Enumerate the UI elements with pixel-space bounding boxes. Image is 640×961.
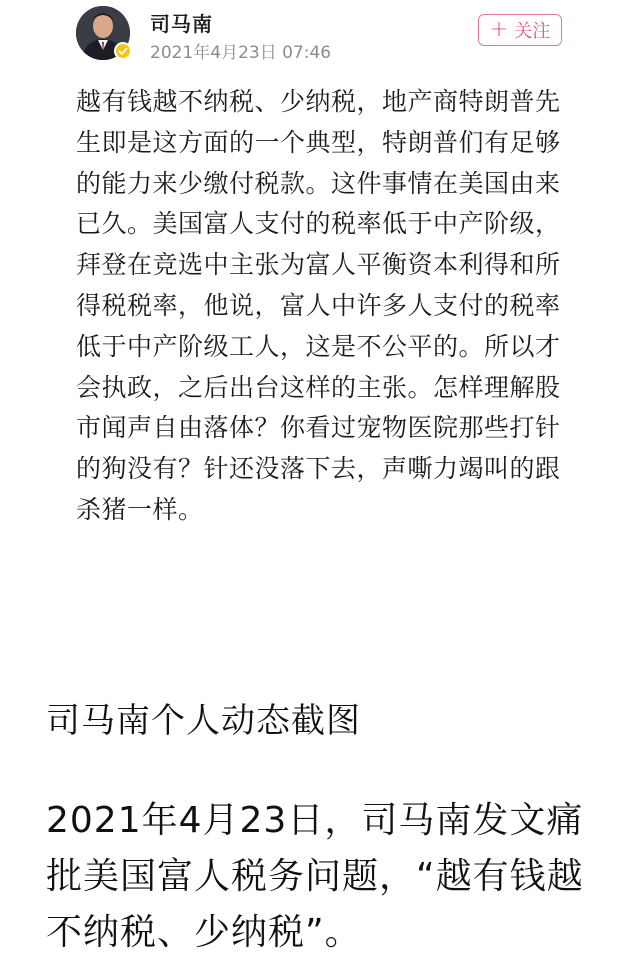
article-paragraph: 2021年4月23日，司马南发文痛批美国富人税务问题，“越有钱越不纳税、少纳税”。 [46, 800, 584, 953]
image-caption: 司马南个人动态截图 [46, 701, 361, 741]
post-header [0, 0, 640, 72]
follow-button-label: 关注 [514, 21, 551, 42]
plus-icon: + [489, 17, 509, 42]
author-name[interactable]: 司马南 [150, 12, 213, 36]
follow-button[interactable] [478, 14, 562, 46]
post-timestamp: 2021年4月23日 07:46 [150, 43, 332, 63]
post-body-text: 越有钱越不纳税、少纳税，地产商特朗普先生即是这方面的一个典型，特朗普们有足够的能力来少缴付税款。这件事情在美国由来已久。美国富人支付的税率低于中产阶级，拜登在竞选中主张为富人平衡资本利得和所得税税率，他说，富人中许多人支付的税率低于中产阶级工人，这是不公平的。所以才会执政，之后出台这样的主张。怎样理解股市闻声自由落体？你看过宠物医院那些打针的狗没有？针还没落下去，声嘶力竭叫的跟杀猪一样。 [76, 87, 561, 524]
verified-badge-icon [114, 42, 132, 60]
